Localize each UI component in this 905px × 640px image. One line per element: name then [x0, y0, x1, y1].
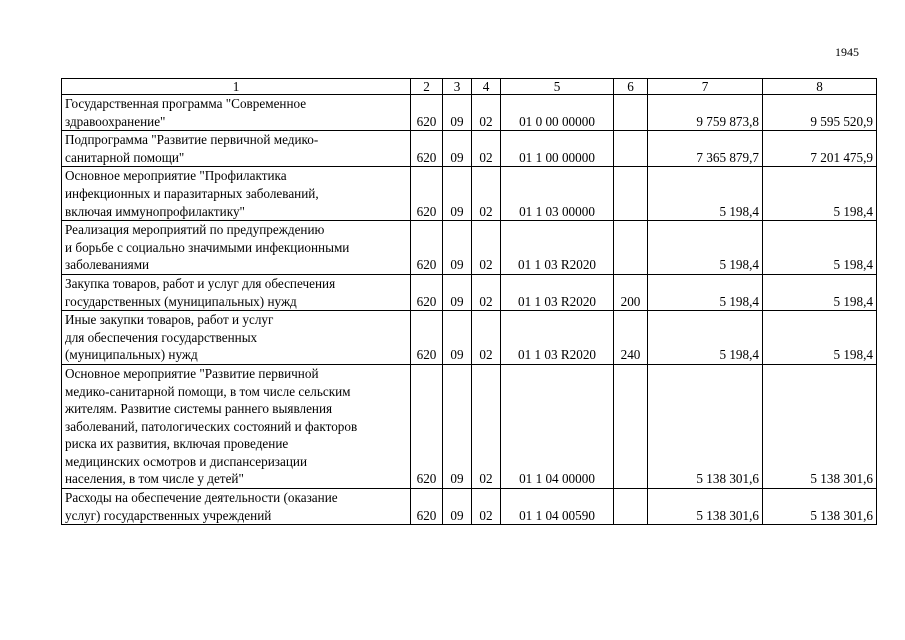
cell-c8: 5 198,4: [763, 274, 877, 310]
page-number: 1945: [835, 45, 859, 59]
cell-c5: 01 1 04 00000: [501, 364, 614, 488]
row-name-line: жителям. Развитие системы раннего выявления: [65, 401, 333, 417]
row-name-cell: [62, 95, 411, 131]
row-name-line: санитарной помощи": [65, 149, 185, 165]
cell-c8: 9 595 520,9: [763, 95, 877, 131]
budget-table: [61, 78, 877, 525]
row-name-line: Основное мероприятие "Профилактика: [65, 168, 287, 184]
row-name-cell: [62, 221, 411, 275]
cell-c4: 02: [472, 489, 501, 525]
table-row: [62, 311, 877, 365]
row-name-line: заболеваниями: [65, 257, 150, 273]
cell-c2: 620: [411, 95, 443, 131]
table-header-row: [62, 79, 877, 95]
cell-c5: 01 1 03 R2020: [501, 274, 614, 310]
cell-c7: 5 198,4: [648, 274, 763, 310]
cell-c3: 09: [443, 221, 472, 275]
row-name-line: Иные закупки товаров, работ и услуг: [65, 312, 274, 328]
cell-c7: 7 365 879,7: [648, 131, 763, 167]
header-cell-2: 2: [411, 79, 443, 95]
cell-c6: [614, 489, 648, 525]
row-name-line: услуг) государственных учреждений: [65, 507, 272, 523]
table-row: [62, 221, 877, 275]
cell-c4: 02: [472, 221, 501, 275]
cell-c8: 5 198,4: [763, 221, 877, 275]
row-name-line: Закупка товаров, работ и услуг для обеспечения: [65, 275, 336, 291]
cell-c4: 02: [472, 131, 501, 167]
row-name-line: медико-санитарной помощи, в том числе сельским: [65, 383, 351, 399]
cell-c8: 7 201 475,9: [763, 131, 877, 167]
cell-c5: 01 1 00 00000: [501, 131, 614, 167]
row-name-line: инфекционных и паразитарных заболеваний,: [65, 185, 319, 201]
cell-c5: 01 1 03 00000: [501, 167, 614, 221]
table-row: [62, 274, 877, 310]
table-body: [62, 95, 877, 525]
cell-c2: 620: [411, 167, 443, 221]
cell-c2: 620: [411, 364, 443, 488]
cell-c3: 09: [443, 364, 472, 488]
row-name-line: и борьбе с социально значимыми инфекционными: [65, 239, 350, 255]
row-name-line: для обеспечения государственных: [65, 329, 258, 345]
row-name-line: Расходы на обеспечение деятельности (оказание: [65, 490, 338, 506]
cell-c7: 5 198,4: [648, 221, 763, 275]
cell-c8: 5 138 301,6: [763, 489, 877, 525]
cell-c5: 01 1 03 R2020: [501, 311, 614, 365]
row-name-cell: [62, 167, 411, 221]
cell-c6: [614, 95, 648, 131]
cell-c4: 02: [472, 167, 501, 221]
cell-c3: 09: [443, 131, 472, 167]
cell-c6: [614, 167, 648, 221]
cell-c6: [614, 364, 648, 488]
header-cell-3: 3: [443, 79, 472, 95]
cell-c5: 01 0 00 00000: [501, 95, 614, 131]
header-cell-5: 5: [501, 79, 614, 95]
row-name-line: Основное мероприятие "Развитие первичной: [65, 365, 319, 381]
cell-c2: 620: [411, 131, 443, 167]
cell-c7: 9 759 873,8: [648, 95, 763, 131]
row-name-cell: [62, 131, 411, 167]
cell-c7: 5 138 301,6: [648, 364, 763, 488]
row-name-cell: [62, 311, 411, 365]
row-name-line: риска их развития, включая проведение: [65, 436, 289, 452]
cell-c6: [614, 131, 648, 167]
cell-c6: 200: [614, 274, 648, 310]
cell-c2: 620: [411, 274, 443, 310]
cell-c7: 5 198,4: [648, 167, 763, 221]
row-name-line: Государственная программа "Современное: [65, 96, 307, 111]
cell-c4: 02: [472, 364, 501, 488]
cell-c7: 5 138 301,6: [648, 489, 763, 525]
cell-c8: 5 198,4: [763, 167, 877, 221]
row-name-line: Подпрограмма "Развитие первичной медико-: [65, 132, 319, 148]
header-cell-8: 8: [763, 79, 877, 95]
row-name-cell: [62, 489, 411, 525]
cell-c3: 09: [443, 95, 472, 131]
cell-c4: 02: [472, 274, 501, 310]
cell-c5: 01 1 04 00590: [501, 489, 614, 525]
cell-c4: 02: [472, 311, 501, 365]
table-row: [62, 167, 877, 221]
cell-c3: 09: [443, 167, 472, 221]
cell-c7: 5 198,4: [648, 311, 763, 365]
cell-c4: 02: [472, 95, 501, 131]
header-cell-6: 6: [614, 79, 648, 95]
table-row: [62, 95, 877, 131]
row-name-line: Реализация мероприятий по предупреждению: [65, 222, 325, 238]
cell-c8: 5 138 301,6: [763, 364, 877, 488]
cell-c2: 620: [411, 311, 443, 365]
cell-c5: 01 1 03 R2020: [501, 221, 614, 275]
cell-c6: 240: [614, 311, 648, 365]
row-name-line: населения, в том числе у детей": [65, 471, 244, 487]
cell-c2: 620: [411, 221, 443, 275]
header-cell-1: 1: [62, 79, 411, 95]
row-name-line: включая иммунопрофилактику": [65, 203, 245, 219]
cell-c2: 620: [411, 489, 443, 525]
row-name-cell: [62, 274, 411, 310]
row-name-line: медицинских осмотров и диспансеризации: [65, 453, 308, 469]
cell-c3: 09: [443, 274, 472, 310]
cell-c3: 09: [443, 489, 472, 525]
cell-c6: [614, 221, 648, 275]
row-name-line: (муниципальных) нужд: [65, 347, 198, 363]
row-name-line: заболеваний, патологических состояний и факторов: [65, 418, 358, 434]
row-name-cell: [62, 364, 411, 488]
cell-c3: 09: [443, 311, 472, 365]
header-cell-4: 4: [472, 79, 501, 95]
table-row: [62, 131, 877, 167]
row-name-line: государственных (муниципальных) нужд: [65, 293, 297, 309]
row-name-line: здравоохранение": [65, 113, 166, 129]
header-cell-7: 7: [648, 79, 763, 95]
table-row: [62, 489, 877, 525]
cell-c8: 5 198,4: [763, 311, 877, 365]
table-row: [62, 364, 877, 488]
